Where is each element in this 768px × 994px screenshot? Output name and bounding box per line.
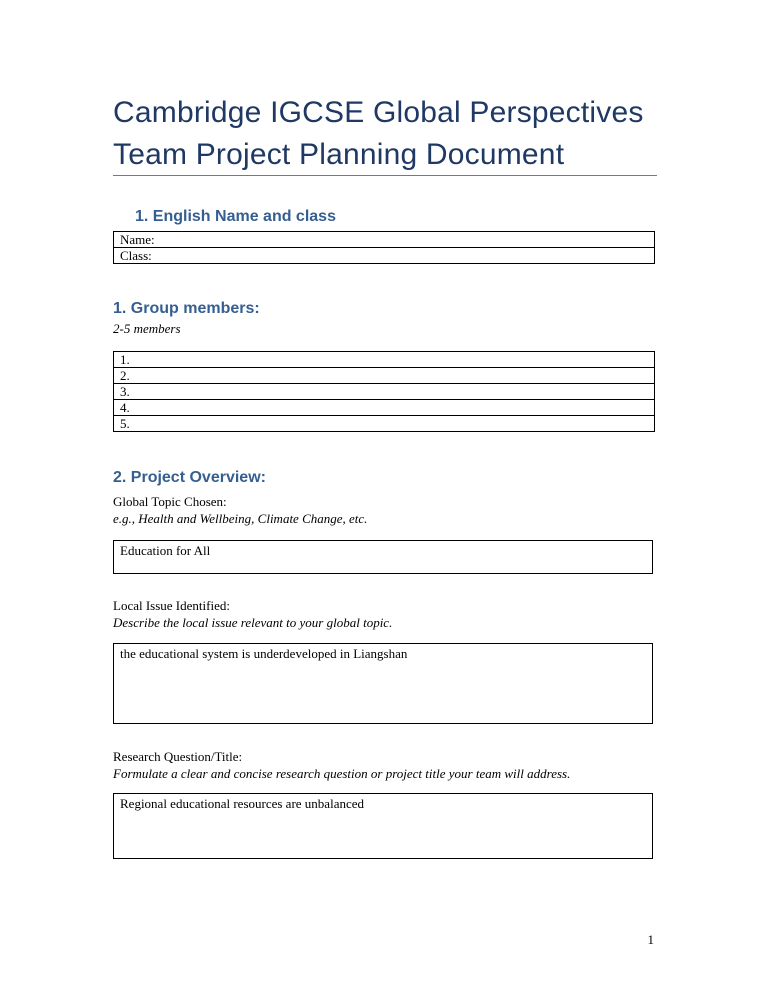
research-question-field[interactable] <box>113 793 653 859</box>
global-topic-field[interactable] <box>113 540 653 574</box>
title-divider <box>113 175 657 176</box>
table-row <box>114 384 655 400</box>
research-question-value: Regional educational resources are unbalanced <box>120 796 364 811</box>
table-row <box>114 416 655 432</box>
local-issue-value: the educational system is underdeveloped in Liangshan <box>120 646 408 661</box>
table-row <box>114 232 655 248</box>
page-number: 1 <box>647 932 654 947</box>
member-field-2[interactable]: 2. <box>114 368 655 384</box>
table-row <box>114 248 655 264</box>
name-class-table <box>113 231 655 264</box>
section-heading-group-members: 1. Group members: <box>113 300 260 317</box>
local-issue-hint: Describe the local issue relevant to your global topic. <box>113 615 393 630</box>
document-title-line1: Cambridge IGCSE Global Perspectives <box>113 96 644 129</box>
research-question-hint: Formulate a clear and concise research question or project title your team will address. <box>113 766 571 781</box>
class-field[interactable]: Class: <box>114 248 655 264</box>
section-heading-name-class: 1. English Name and class <box>135 208 336 225</box>
name-field[interactable]: Name: <box>114 232 655 248</box>
group-members-hint: 2-5 members <box>113 321 181 336</box>
table-row <box>114 400 655 416</box>
table-row <box>114 368 655 384</box>
member-field-4[interactable]: 4. <box>114 400 655 416</box>
global-topic-hint: e.g., Health and Wellbeing, Climate Change, etc. <box>113 511 368 526</box>
local-issue-label: Local Issue Identified: <box>113 598 230 613</box>
section-heading-project-overview: 2. Project Overview: <box>113 469 266 486</box>
member-field-5[interactable]: 5. <box>114 416 655 432</box>
research-question-label: Research Question/Title: <box>113 749 243 764</box>
table-row <box>114 352 655 368</box>
document-title-line2: Team Project Planning Document <box>113 138 565 171</box>
document-title <box>113 92 673 176</box>
global-topic-value: Education for All <box>120 543 211 558</box>
global-topic-label: Global Topic Chosen: <box>113 494 227 509</box>
member-field-1[interactable]: 1. <box>114 352 655 368</box>
member-field-3[interactable]: 3. <box>114 384 655 400</box>
group-members-table <box>113 351 655 432</box>
local-issue-field[interactable] <box>113 643 653 724</box>
